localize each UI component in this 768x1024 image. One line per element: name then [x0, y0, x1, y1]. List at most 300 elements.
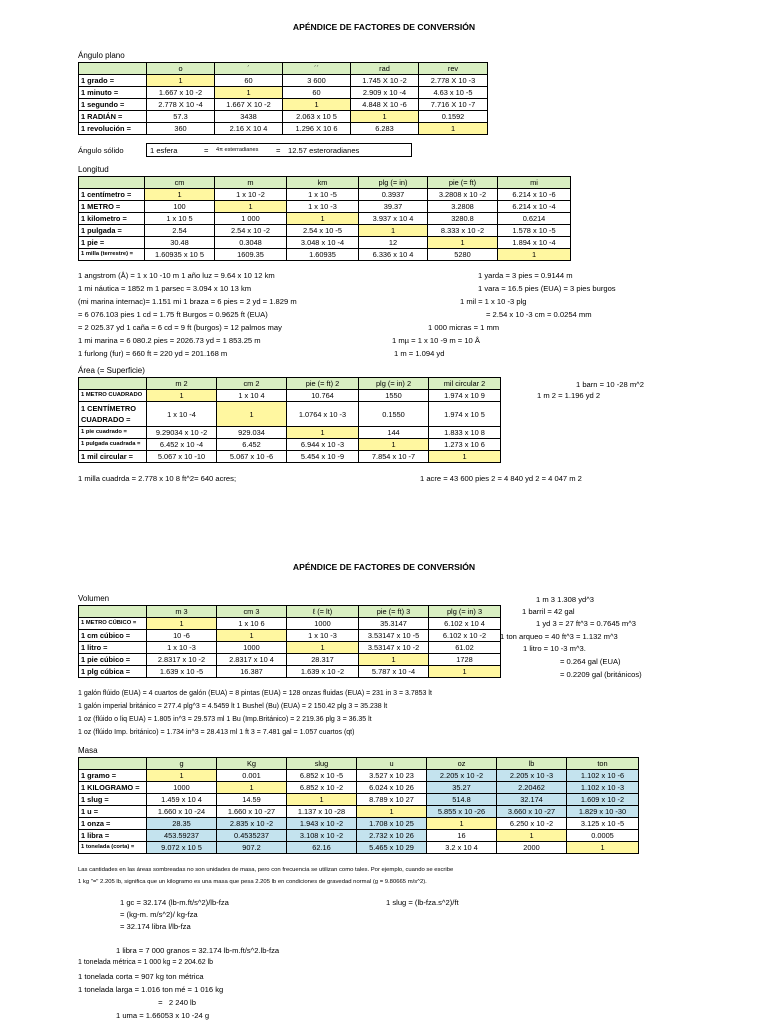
- table-cell: 2.778 X 10 -4: [147, 99, 215, 111]
- table-cell: 3.125 x 10 -5: [567, 818, 639, 830]
- table-cell: 0.3937: [359, 189, 428, 201]
- row-label: 1 centímetro =: [79, 189, 145, 201]
- table-cell: 14.59: [217, 794, 287, 806]
- table-row: [79, 427, 501, 439]
- row-label: 1 kilometro =: [79, 213, 145, 225]
- table-cell: 60: [215, 75, 283, 87]
- table-cell: 1: [357, 806, 427, 818]
- table-header-cell: [79, 63, 147, 75]
- table-header-row: [79, 378, 501, 390]
- table-header-cell: o: [147, 63, 215, 75]
- volumen-extra-line: 1 galón flúido (EUA) = 4 cuartos de galón (EUA) = 8 pintas (EUA) = 128 onzas fluidas (EUA) = 231 in 3 = 3.7853 lt: [78, 690, 432, 697]
- table-cell: 35.27: [427, 782, 497, 794]
- table-cell: 35.3147: [359, 618, 429, 630]
- table-cell: 1000: [217, 642, 287, 654]
- table-row: [79, 842, 639, 854]
- row-label: 1 METRO =: [79, 201, 145, 213]
- table-row: [79, 123, 488, 135]
- row-label: 1 u =: [79, 806, 147, 818]
- table-cell: 1: [145, 189, 215, 201]
- angulo-solido-esteroradianes: 12.57 esteroradianes: [288, 146, 360, 155]
- table-cell: 9.072 x 10 5: [147, 842, 217, 854]
- row-label: 1 milla (terrestre) =: [79, 249, 145, 261]
- table-cell: 2.909 x 10 -4: [351, 87, 419, 99]
- longitud-extra-line: 1 mi marina = 6 080.2 pies = 2026.73 yd = 1 853.25 m: [78, 336, 261, 345]
- row-label: 1 grado =: [79, 75, 147, 87]
- table-cell: 1.609 x 10 -2: [567, 794, 639, 806]
- masa-note-line: 1 kg "=" 2.205 lb, significa que un kilogramo es una masa que pesa 2.205 lb en condiciones de gravedad normal (g = 9.80665 m/s^2).: [78, 879, 427, 885]
- table-cell: 2.778 X 10 -3: [419, 75, 488, 87]
- table-header-cell: ton: [567, 758, 639, 770]
- table-row: [79, 630, 501, 642]
- table-row: [79, 666, 501, 678]
- table-cell: 3.527 x 10 23: [357, 770, 427, 782]
- row-label: 1 gramo =: [79, 770, 147, 782]
- table-row: [79, 249, 571, 261]
- table-cell: 2.205 x 10 -3: [497, 770, 567, 782]
- table-cell: 2.8317 x 10 -2: [147, 654, 217, 666]
- row-label: 1 pie =: [79, 237, 145, 249]
- table-cell: 1.296 X 10 6: [283, 123, 351, 135]
- table-header-cell: ´´: [283, 63, 351, 75]
- table-cell: 57.3: [147, 111, 215, 123]
- table-row: [79, 439, 501, 451]
- table-row: [79, 830, 639, 842]
- table-cell: 8.333 x 10 -2: [428, 225, 498, 237]
- table-row: [79, 806, 639, 818]
- masa-slug-line: 1 slug = (lb-fza.s^2)/ft: [386, 898, 459, 907]
- table-cell: 60: [283, 87, 351, 99]
- row-label: 1 litro =: [79, 642, 147, 654]
- masa-bottom-line: 1 tonelada larga = 1.016 ton mé = 1 016 kg: [78, 985, 224, 994]
- section-label-volumen: Volumen: [78, 594, 110, 603]
- table-cell: 4.848 X 10 -6: [351, 99, 419, 111]
- table-cell: 1: [359, 225, 428, 237]
- table-row: [79, 618, 501, 630]
- table-row: [79, 782, 639, 794]
- table-cell: 1: [287, 427, 359, 439]
- masa-gc-line: = 32.174 libra l/lb-fza: [120, 922, 191, 931]
- volumen-extra-line: 1 oz (flúido o liq EUA) = 1.805 in^3 = 29.573 ml 1 Bu (Imp.Británico) = 2 219.36 plg 3 = 36.35 lt: [78, 716, 372, 723]
- table-cell: 100: [145, 201, 215, 213]
- table-cell: 1 x 10 -3: [147, 642, 217, 654]
- table-cell: 6.944 x 10 -3: [287, 439, 359, 451]
- volumen-extra-line: 1 galón imperial británico = 277.4 plg^3 = 4.5459 lt 1 Bushel (Bu) (EUA) = 2 150.42 plg 3 = 35.238 lt: [78, 703, 388, 710]
- area-milla-cuadrada: 1 milla cuadrda = 2.778 x 10 8 ft^2= 640 acres;: [78, 474, 237, 483]
- table-cell: 3 600: [283, 75, 351, 87]
- table-header-cell: [79, 606, 147, 618]
- table-cell: 1.660 x 10 -24: [147, 806, 217, 818]
- table-cell: 1.894 x 10 -4: [498, 237, 571, 249]
- longitud-extra-line: 1 mi náutica = 1852 m 1 parsec = 3.094 x 10 13 km: [78, 284, 252, 293]
- longitud-extra-right: 1 m = 1.094 yd: [394, 349, 445, 358]
- section-label-angulo-solido: Ángulo sólido: [78, 146, 124, 155]
- table-header-cell: pie (= ft): [428, 177, 498, 189]
- volumen-side-line: 1 litro = 10 -3 m^3.: [523, 644, 586, 653]
- row-label: 1 pie cúbico =: [79, 654, 147, 666]
- page-title: APÉNDICE DE FACTORES DE CONVERSIÓN: [292, 22, 476, 32]
- angulo-solido-esterradianes: 4π esterradianes: [216, 147, 259, 153]
- longitud-extra-right: 1 vara = 16.5 pies (EUA) = 3 pies burgos: [478, 284, 616, 293]
- table-cell: 1.708 x 10 25: [357, 818, 427, 830]
- table-cell: 1: [215, 201, 287, 213]
- table-header-cell: m: [215, 177, 287, 189]
- longitud-extra-right: 1 000 micras = 1 mm: [428, 323, 500, 332]
- table-cell: 1: [497, 830, 567, 842]
- table-row: [79, 770, 639, 782]
- row-label: 1 mil circular =: [79, 451, 147, 463]
- table-cell: 1728: [429, 654, 501, 666]
- table-cell: 1: [147, 390, 217, 402]
- table-cell: 1: [147, 618, 217, 630]
- table-header-cell: rad: [351, 63, 419, 75]
- table-header-cell: ´: [215, 63, 283, 75]
- table-header-cell: ℓ (= lt): [287, 606, 359, 618]
- table-cell: 2.16 X 10 4: [215, 123, 283, 135]
- table-cell: 1: [429, 451, 501, 463]
- table-cell: 12: [359, 237, 428, 249]
- table-cell: 0.001: [217, 770, 287, 782]
- table-header-cell: pie (= ft) 3: [359, 606, 429, 618]
- table-row: [79, 642, 501, 654]
- table-cell: 0.3048: [215, 237, 287, 249]
- table-cell: 1.660 x 10 -27: [217, 806, 287, 818]
- table-header-row: [79, 606, 501, 618]
- table-cell: 1: [498, 249, 571, 261]
- longitud-extra-right: 1 mµ = 1 x 10 -9 m = 10 Å: [392, 336, 480, 345]
- table-header-cell: cm: [145, 177, 215, 189]
- table-cell: 1: [287, 642, 359, 654]
- table-cell: 2.835 x 10 -2: [217, 818, 287, 830]
- table-cell: 5.855 x 10 -26: [427, 806, 497, 818]
- table-row: [79, 818, 639, 830]
- table-cell: 3280.8: [428, 213, 498, 225]
- table-cell: 5280: [428, 249, 498, 261]
- table-cell: 16: [427, 830, 497, 842]
- table-header-cell: [79, 177, 145, 189]
- table-cell: 2.54: [145, 225, 215, 237]
- table-cell: 1 x 10 -4: [147, 402, 217, 427]
- area-side-m2: 1 m 2 = 1.196 yd 2: [537, 391, 601, 400]
- table-header-cell: [79, 758, 147, 770]
- table-header-cell: plg (= in) 3: [429, 606, 501, 618]
- table-cell: 6.452: [217, 439, 287, 451]
- table-row: [79, 99, 488, 111]
- table-cell: 1 000: [215, 213, 287, 225]
- table-cell: 16.387: [217, 666, 287, 678]
- table-cell: 1.137 x 10 -28: [287, 806, 357, 818]
- table-cell: 3.2808 x 10 -2: [428, 189, 498, 201]
- volumen-side-line: 1 barril = 42 gal: [522, 607, 575, 616]
- table-cell: 1: [427, 818, 497, 830]
- table-header-cell: cm 2: [217, 378, 287, 390]
- table-row: [79, 75, 488, 87]
- table-cell: 3.2808: [428, 201, 498, 213]
- table-row: [79, 225, 571, 237]
- table-cell: 28.317: [287, 654, 359, 666]
- table-cell: 4.63 x 10 -5: [419, 87, 488, 99]
- table-row: [79, 201, 571, 213]
- table-row: [79, 237, 571, 249]
- row-label: 1 onza =: [79, 818, 147, 830]
- table-header-row: [79, 177, 571, 189]
- table-cell: 6.852 x 10 -2: [287, 782, 357, 794]
- table-cell: 1: [215, 87, 283, 99]
- angulo-solido-esfera: 1 esfera: [150, 146, 178, 155]
- table-cell: 1 x 10 -3: [287, 201, 359, 213]
- table-area: [78, 377, 501, 463]
- table-cell: 5.067 x 10 -10: [147, 451, 217, 463]
- table-cell: 3.937 x 10 4: [359, 213, 428, 225]
- table-cell: 1: [217, 782, 287, 794]
- row-label: 1 libra =: [79, 830, 147, 842]
- table-cell: 2.205 x 10 -2: [427, 770, 497, 782]
- table-row: [79, 390, 501, 402]
- table-cell: 3.53147 x 10 -2: [359, 642, 429, 654]
- table-cell: 1 x 10 -5: [287, 189, 359, 201]
- table-row: [79, 111, 488, 123]
- table-cell: 6.250 x 10 -2: [497, 818, 567, 830]
- table-header-cell: plg (= in) 2: [359, 378, 429, 390]
- table-row: [79, 87, 488, 99]
- section-label-area: Área (= Superficie): [78, 366, 145, 375]
- table-header-cell: rev: [419, 63, 488, 75]
- table-cell: 2.8317 x 10 4: [217, 654, 287, 666]
- table-header-cell: oz: [427, 758, 497, 770]
- longitud-extra-right: = 2.54 x 10 -3 cm = 0.0254 mm: [486, 310, 592, 319]
- table-cell: 3.660 x 10 -27: [497, 806, 567, 818]
- table-cell: 1: [359, 439, 429, 451]
- table-header-cell: slug: [287, 758, 357, 770]
- row-label: 1 segundo =: [79, 99, 147, 111]
- table-cell: 6.452 x 10 -4: [147, 439, 217, 451]
- longitud-extra-line: = 2 025.37 yd 1 caña = 6 cd = 9 ft (burgos) = 12 palmos may: [78, 323, 282, 332]
- table-cell: 1: [428, 237, 498, 249]
- table-cell: 1: [287, 794, 357, 806]
- table-header-cell: m 3: [147, 606, 217, 618]
- equals-sign: =: [276, 146, 281, 155]
- table-cell: 2.063 x 10 5: [283, 111, 351, 123]
- table-header-cell: mi: [498, 177, 571, 189]
- masa-gc-line: = (kg-m. m/s^2)/ kg-fza: [120, 910, 198, 919]
- table-cell: 6.283: [351, 123, 419, 135]
- table-header-cell: [79, 378, 147, 390]
- table-cell: 1.667 x 10 -2: [147, 87, 215, 99]
- table-angulo-plano: [78, 62, 488, 135]
- table-cell: 1: [217, 630, 287, 642]
- table-row: [79, 794, 639, 806]
- table-cell: 30.48: [145, 237, 215, 249]
- table-cell: 2.54 x 10 -2: [215, 225, 287, 237]
- equals-sign: =: [204, 146, 209, 155]
- table-cell: 1.667 X 10 -2: [215, 99, 283, 111]
- table-cell: 0.6214: [498, 213, 571, 225]
- table-row: [79, 451, 501, 463]
- table-cell: 1: [419, 123, 488, 135]
- table-cell: 1: [147, 75, 215, 87]
- table-cell: 6.336 x 10 4: [359, 249, 428, 261]
- table-cell: 5.454 x 10 -9: [287, 451, 359, 463]
- section-label-masa: Masa: [78, 746, 98, 755]
- row-label: 1 pulgada =: [79, 225, 145, 237]
- table-cell: 1: [217, 402, 287, 427]
- masa-bottom-line: 1 uma = 1.66053 x 10 -24 g: [116, 1011, 210, 1020]
- area-side-barn: 1 barn = 10 -28 m^2: [576, 380, 644, 389]
- table-cell: 1609.35: [215, 249, 287, 261]
- table-cell: 1.102 x 10 -3: [567, 782, 639, 794]
- table-cell: 1: [429, 666, 501, 678]
- row-label: 1 METRO CÚBICO =: [79, 618, 147, 630]
- table-cell: 2.54 x 10 -5: [287, 225, 359, 237]
- table-cell: 1: [287, 213, 359, 225]
- table-row: [79, 402, 501, 427]
- table-cell: 62.16: [287, 842, 357, 854]
- table-cell: 3.108 x 10 -2: [287, 830, 357, 842]
- volumen-side-line: 1 ton arqueo = 40 ft^3 = 1.132 m^3: [500, 632, 618, 641]
- longitud-extra-line: = 6 076.103 pies 1 cd = 1.75 ft Burgos = 0.9625 ft (EUA): [78, 310, 268, 319]
- table-cell: 1 x 10 6: [217, 618, 287, 630]
- table-cell: 3438: [215, 111, 283, 123]
- section-label-angulo-plano: Ángulo plano: [78, 51, 125, 60]
- table-cell: 1: [283, 99, 351, 111]
- table-cell: 1.0764 x 10 -3: [287, 402, 359, 427]
- table-cell: 5.787 x 10 -4: [359, 666, 429, 678]
- table-cell: 1.639 x 10 -5: [147, 666, 217, 678]
- table-cell: 1: [567, 842, 639, 854]
- row-label: 1 cm cúbico =: [79, 630, 147, 642]
- row-label: 1 CENTÍMETRO CUADRADO =: [79, 402, 147, 427]
- longitud-extra-line: 1 furlong (fur) = 660 ft = 220 yd = 201.168 m: [78, 349, 228, 358]
- table-row: [79, 189, 571, 201]
- row-label: 1 slug =: [79, 794, 147, 806]
- table-cell: 5.067 x 10 -6: [217, 451, 287, 463]
- table-cell: 1000: [147, 782, 217, 794]
- table-row: [79, 654, 501, 666]
- row-label: 1 METRO CUADRADO: [79, 390, 147, 402]
- volumen-side-line: = 0.264 gal (EUA): [560, 657, 621, 666]
- area-acre: 1 acre = 43 600 pies 2 = 4 840 yd 2 = 4 047 m 2: [420, 474, 582, 483]
- table-cell: 6.852 x 10 -5: [287, 770, 357, 782]
- table-cell: 28.35: [147, 818, 217, 830]
- table-cell: 907.2: [217, 842, 287, 854]
- table-cell: 1 x 10 4: [217, 390, 287, 402]
- table-longitud: [78, 176, 571, 261]
- table-cell: 1.578 x 10 -5: [498, 225, 571, 237]
- table-cell: 9.29034 x 10 -2: [147, 427, 217, 439]
- table-cell: 1 x 10 -2: [215, 189, 287, 201]
- table-cell: 6.214 x 10 -6: [498, 189, 571, 201]
- table-cell: 61.02: [429, 642, 501, 654]
- table-cell: 1.974 x 10 9: [429, 390, 501, 402]
- table-cell: 0.4535237: [217, 830, 287, 842]
- volumen-side-line: 1 yd 3 = 27 ft^3 = 0.7645 m^3: [536, 619, 637, 628]
- row-label: 1 tonelada (corta) =: [79, 842, 147, 854]
- table-header-cell: km: [287, 177, 359, 189]
- table-cell: 2.732 x 10 26: [357, 830, 427, 842]
- table-cell: 1000: [287, 618, 359, 630]
- table-cell: 1: [359, 654, 429, 666]
- volumen-side-line: = 0.2209 gal (británicos): [560, 670, 642, 679]
- table-cell: 1: [351, 111, 419, 123]
- table-header-row: [79, 63, 488, 75]
- table-header-cell: pie (= ft) 2: [287, 378, 359, 390]
- longitud-extra-right: 1 yarda = 3 pies = 0.9144 m: [478, 271, 573, 280]
- table-row: [79, 213, 571, 225]
- table-cell: 1.60935 x 10 5: [145, 249, 215, 261]
- table-header-cell: g: [147, 758, 217, 770]
- table-cell: 8.789 x 10 27: [357, 794, 427, 806]
- table-header-cell: u: [357, 758, 427, 770]
- table-cell: 1.745 X 10 -2: [351, 75, 419, 87]
- table-cell: 1.102 x 10 -6: [567, 770, 639, 782]
- table-cell: 6.102 x 10 -2: [429, 630, 501, 642]
- table-cell: 1 x 10 -3: [287, 630, 359, 642]
- table-header-cell: m 2: [147, 378, 217, 390]
- table-cell: 929.034: [217, 427, 287, 439]
- table-cell: 0.0005: [567, 830, 639, 842]
- masa-bottom-line: 1 tonelada corta = 907 kg ton métrica: [78, 972, 204, 981]
- table-cell: 453.59237: [147, 830, 217, 842]
- table-cell: 1550: [359, 390, 429, 402]
- table-cell: 39.37: [359, 201, 428, 213]
- table-cell: 3.2 x 10 4: [427, 842, 497, 854]
- table-cell: 1: [147, 770, 217, 782]
- table-cell: 514.8: [427, 794, 497, 806]
- row-label: 1 revolución =: [79, 123, 147, 135]
- page-title-repeat: APÉNDICE DE FACTORES DE CONVERSIÓN: [292, 562, 476, 572]
- table-cell: 7.854 x 10 -7: [359, 451, 429, 463]
- row-label: 1 pie cuadrado =: [79, 427, 147, 439]
- row-label: 1 plg cúbica =: [79, 666, 147, 678]
- table-header-cell: Kg: [217, 758, 287, 770]
- volumen-extra-line: 1 oz (flúido Imp. británico) = 1.734 in^3 = 28.413 ml 1 ft 3 = 7.481 gal = 1.057 cuartos (qt): [78, 729, 355, 736]
- section-label-longitud: Longitud: [78, 165, 109, 174]
- table-cell: 3.048 x 10 -4: [287, 237, 359, 249]
- table-cell: 2.20462: [497, 782, 567, 794]
- row-label: 1 RADIÁN =: [79, 111, 147, 123]
- table-cell: 10 -6: [147, 630, 217, 642]
- table-cell: 1.833 x 10 8: [429, 427, 501, 439]
- table-cell: 1.943 x 10 -2: [287, 818, 357, 830]
- masa-gc-line: 1 gc = 32.174 (lb-m.ft/s^2)/lb-fza: [120, 898, 229, 907]
- masa-note-line: Las cantidades en las áreas sombreadas no son unidades de masa, pero con frecuencia se utilizan como tales. Por ejemplo, cuando se escribe: [78, 867, 454, 873]
- volumen-side-line: 1 m 3 1.308 yd^3: [536, 595, 595, 604]
- table-header-row: [79, 758, 639, 770]
- masa-bottom-line: 1 libra = 7 000 granos = 32.174 lb-m.ft/s^2.lb-fza: [116, 946, 280, 955]
- table-cell: 1.829 x 10 -30: [567, 806, 639, 818]
- table-cell: 10.764: [287, 390, 359, 402]
- table-masa: [78, 757, 639, 854]
- table-cell: 1.60935: [287, 249, 359, 261]
- masa-bottom-line: 1 tonelada métrica = 1 000 kg = 2 204.62 lb: [78, 959, 214, 966]
- table-cell: 5.465 x 10 29: [357, 842, 427, 854]
- table-cell: 1 x 10 5: [145, 213, 215, 225]
- table-cell: 1.639 x 10 -2: [287, 666, 359, 678]
- table-cell: 6.214 x 10 -4: [498, 201, 571, 213]
- table-header-cell: plg (= in): [359, 177, 428, 189]
- row-label: 1 KILOGRAMO =: [79, 782, 147, 794]
- table-volumen: [78, 605, 501, 678]
- table-cell: 0.1550: [359, 402, 429, 427]
- table-cell: 144: [359, 427, 429, 439]
- table-cell: 1.974 x 10 5: [429, 402, 501, 427]
- table-cell: 7.716 X 10 -7: [419, 99, 488, 111]
- table-cell: 1.273 x 10 6: [429, 439, 501, 451]
- table-cell: 6.102 x 10 4: [429, 618, 501, 630]
- longitud-extra-line: (mi marina internac)= 1.151 mi 1 braza = 6 pies = 2 yd = 1.829 m: [78, 297, 297, 306]
- masa-bottom-line: = 2 240 lb: [78, 998, 196, 1007]
- table-cell: 0.1592: [419, 111, 488, 123]
